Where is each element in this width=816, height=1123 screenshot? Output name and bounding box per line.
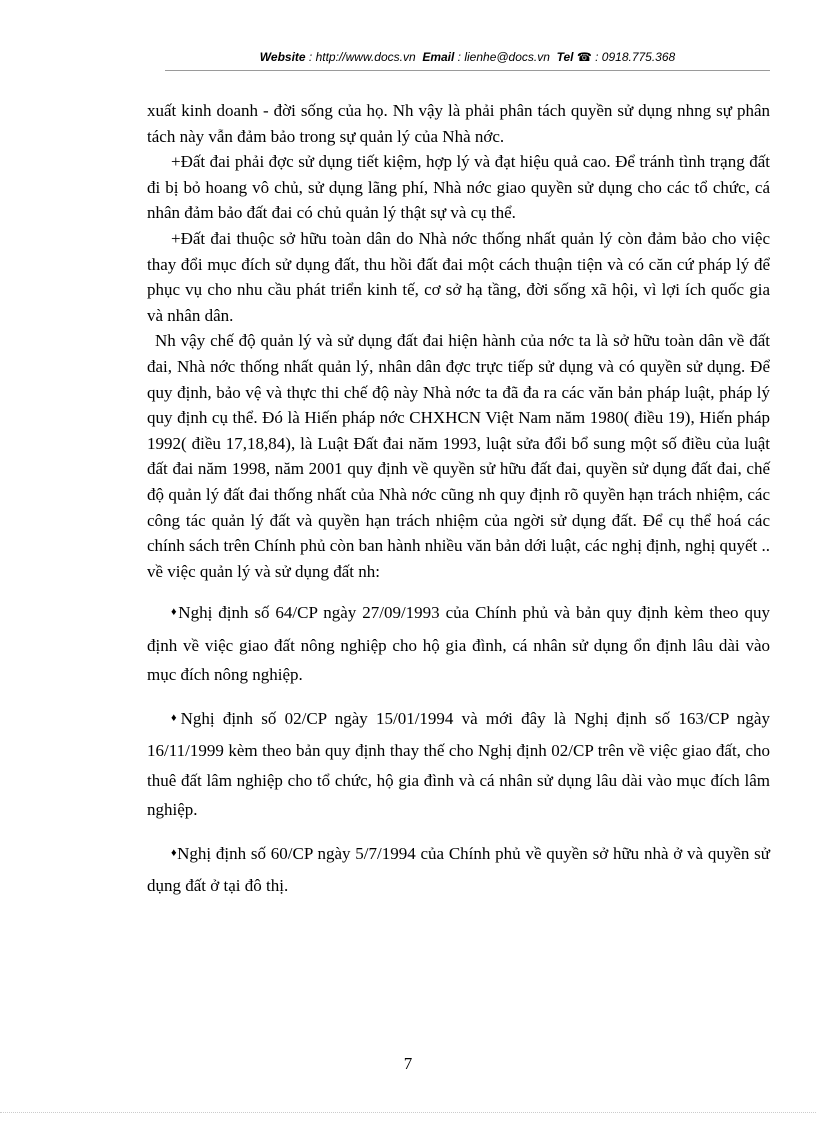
- paragraph-land-efficiency: +Đất đai phải đợc sử dụng tiết kiệm, hợp lý và đạt hiệu quả cao. Để tránh tình trạng đất đi bị bỏ hoang vô chủ, sử dụng lãng phí, Nhà nớc giao quyền sử dụng cho các tổ chức, cá nhân đảm bảo đất đai có chủ quản lý thật sự và cụ thể.: [147, 152, 770, 223]
- bullet-item: [147, 839, 770, 901]
- header-divider: [165, 70, 770, 71]
- page-header: [165, 50, 770, 64]
- bullet-text: Nghị định số 64/CP ngày 27/09/1993 của Chính phủ và bản quy định kèm theo quy định về việc giao đất nông nghiệp cho hộ gia đình, cá nhân sử dụng ổn định lâu dài vào mục đích nông nghiệp.: [147, 603, 770, 685]
- phone-icon: ☎: [576, 50, 592, 64]
- page-number: 7: [403, 1054, 413, 1073]
- paragraph-land-ownership: +Đất đai thuộc sở hữu toàn dân do Nhà nớc thống nhất quản lý còn đảm bảo cho việc thay đổi mục đích sử dụng đất, thu hồi đất đai một cách thuận tiện và có căn cứ pháp lý để phục vụ cho nhu cầu phát triển kinh tế, cơ sở hạ tầng, đời sống xã hội, vì lợi ích quốc gia và nhân dân.: [147, 228, 770, 325]
- paragraph-legal-framework: Nh vậy chế độ quản lý và sử dụng đất đai hiện hành của nớc ta là sở hữu toàn dân về đất đai, Nhà nớc thống nhất quản lý, nhân dân đợc trực tiếp sử dụng và có quyền sử dụng. Để quy định, bảo vệ và thực thi chế độ này Nhà nớc ta đã đa ra các văn bản pháp luật, pháp lý quy định cụ thể. Đó là Hiến pháp nớc CHXHCN Việt Nam năm 1980( điều 19), Hiến pháp 1992( điều 17,18,84), là Luật Đất đai năm 1993, luật sửa đổi bổ sung một số điều của luật đất đai năm 1998, năm 2001 quy định về quyền sử hữu đất đai, quyền sử dụng đất đai, chế độ quản lý đất đai thống nhất của Nhà nớc cũng nh quy định rõ quyền hạn trách nhiệm, các công tác quản lý đất và quyền hạn trách nhiệm của ngời sử dụng đất. Để cụ thể hoá các chính sách trên Chính phủ còn ban hành nhiều văn bản dới luật, các nghị định, nghị quyết .. về việc quản lý và sử dụng đất nh:: [147, 331, 770, 581]
- tel-label: Tel: [556, 50, 574, 64]
- bullet-item: [147, 598, 770, 690]
- diamond-bullet-icon: ♦: [171, 846, 178, 859]
- email-value: : lienhe@docs.vn: [457, 50, 550, 64]
- bullet-text: Nghị định số 02/CP ngày 15/01/1994 và mới đây là Nghị định số 163/CP ngày 16/11/1999 kèm theo bản quy định thay thế cho Nghị định 02/CP trên về việc giao đất, cho thuê đất lâm nghiệp cho tổ chức, hộ gia đình và cá nhân sử dụng lâu dài vào mục đích lâm nghiệp.: [147, 708, 770, 820]
- tel-value: : 0918.775.368: [595, 50, 676, 64]
- diamond-bullet-icon: ♦: [171, 606, 179, 619]
- footer-divider: [0, 1112, 816, 1113]
- paragraph-continuation: xuất kinh doanh - đời sống của họ. Nh vậy là phải phân tách quyền sử dụng nhng sự phân tách này vẫn đảm bảo trong sự quản lý của Nhà nớc.: [147, 101, 770, 146]
- website-label: Website: [259, 50, 306, 64]
- diamond-bullet-icon: ♦: [171, 711, 181, 724]
- bullet-text: Nghị định số 60/CP ngày 5/7/1994 của Chính phủ về quyền sở hữu nhà ở và quyền sử dụng đất ở tại đô thị.: [147, 843, 770, 896]
- email-label: Email: [422, 50, 455, 64]
- website-value: : http://www.docs.vn: [308, 50, 416, 64]
- document-body: [147, 98, 770, 901]
- bullet-item: [147, 704, 770, 825]
